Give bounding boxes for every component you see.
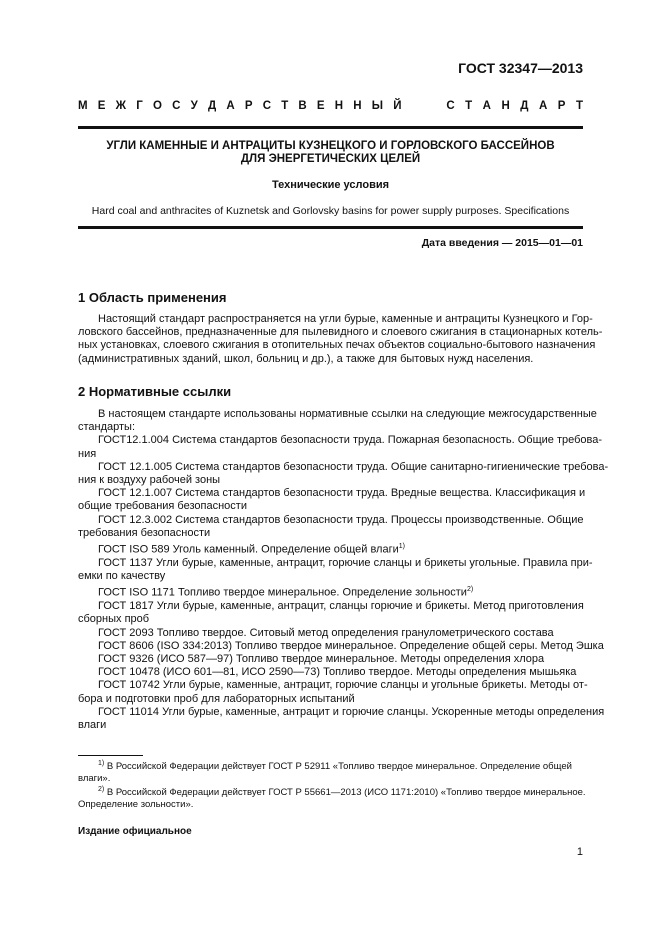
reference-line-1: ГОСТ 9326 (ИСО 587—97) Топливо твердое минеральное. Методы определения хлора (98, 652, 545, 665)
reference-item (78, 639, 604, 653)
section-2-text (78, 408, 609, 732)
page-number: 1 (576, 846, 583, 858)
interstate-word-letter: Д (207, 100, 217, 112)
interstate-word-letter: О (152, 100, 162, 112)
interstate-word-letter: Г (136, 100, 143, 112)
reference-line-2: требования безопасности (78, 526, 211, 539)
interstate-word-letter: Н (334, 100, 344, 112)
standard-word (446, 100, 583, 112)
interstate-word (78, 100, 401, 112)
standard-word-letter: Н (501, 100, 510, 112)
reference-item (78, 600, 583, 613)
reference-line-1: ГОСТ12.1.004 Система стандартов безопасности труда. Пожарная безопасность. Общие требова- (98, 434, 603, 447)
reference-line-2: ния к воздуху рабочей зоны (78, 474, 221, 487)
reference-line-1: ГОСТ 10742 Угли бурые, каменные, антрацит, горючие сланцы и угольные брикеты. Методы от- (98, 679, 588, 692)
title-rule (78, 226, 583, 229)
footnote-2 (78, 784, 586, 811)
reference-item (78, 434, 603, 447)
standard-word-letter: Т (575, 100, 583, 112)
reference-line-1: ГОСТ 12.3.002 Система стандартов безопасности труда. Процессы производственные. Общие (98, 513, 584, 526)
interstate-word-letter: А (226, 100, 235, 112)
interstate-word-letter: В (298, 100, 307, 112)
reference-item (78, 487, 586, 500)
standard-word-letter: А (538, 100, 548, 112)
footnote-2-line-1: В Российской Федерации действует ГОСТ Р 55661—2013 (ИСО 1171:2010) «Топливо твердое минеральное. (106, 787, 586, 799)
english-title: Hard coal and anthracites of Kuznetsk and Gorlovsky basins for power supply purposes. Specifications (91, 205, 570, 217)
standard-word-letter: С (446, 100, 455, 112)
interstate-word-letter: С (172, 100, 181, 112)
reference-line-1: ГОСТ 8606 (ISO 334:2013) Топливо твердое минеральное. Определение общей серы. Метод Эшка (98, 639, 604, 652)
reference-line-1: ГОСТ 11014 Угли бурые, каменные, антрацит и горючие сланцы. Ускоренные методы определения (98, 705, 605, 718)
reference-line-2: сборных проб (78, 613, 150, 626)
footnote-1-mark: 1) (98, 760, 105, 767)
document-code: ГОСТ 32347—2013 (458, 60, 583, 76)
interstate-word-letter: С (262, 100, 271, 112)
s1-line-3: ных установках, слоевого сжигания в отопительных печах объектов социально-бытового назначения (78, 339, 596, 352)
reference-line-1: ГОСТ 1817 Угли бурые, каменные, антрацит, сланцы горючие и брикеты. Метод приготовления (98, 600, 584, 613)
footnote-1-line-1: В Российской Федерации действует ГОСТ Р 52911 «Топливо твердое минеральное. Определение общей (106, 761, 572, 773)
section-1-heading: 1 Область применения (78, 290, 227, 305)
reference-item (78, 679, 588, 692)
title-line-1: УГЛИ КАМЕННЫЕ И АНТРАЦИТЫ КУЗНЕЦКОГО И ГОРЛОВСКОГО БАССЕЙНОВ (106, 140, 555, 152)
reference-line-1: ГОСТ ISO 1171 Топливо твердое минеральное. Определение зольности (98, 586, 467, 599)
top-rule (78, 126, 583, 129)
reference-item (78, 666, 583, 679)
standard-word-letter: А (482, 100, 491, 112)
reference-item (78, 556, 593, 570)
official-edition-label: Издание официальное (78, 826, 192, 837)
document-subtitle: Технические условия (271, 179, 390, 191)
footnote-1-line-2: влаги». (78, 773, 111, 785)
reference-line-1: ГОСТ 12.1.007 Система стандартов безопасности труда. Вредные вещества. Классификация и (98, 487, 586, 500)
reference-line-2: ния (78, 447, 97, 460)
footnote-2-mark: 2) (98, 786, 105, 793)
interstate-word-letter: М (78, 100, 88, 112)
footnote-reference-mark: 1) (398, 543, 405, 551)
footnote-rule (78, 755, 143, 756)
reference-item (78, 460, 609, 474)
section-2-heading: 2 Нормативные ссылки (78, 384, 232, 399)
reference-line-2: общие требования безопасности (78, 500, 247, 513)
reference-item (78, 583, 583, 600)
interstate-word-letter: Н (353, 100, 362, 112)
reference-line-1: ГОСТ ISO 589 Уголь каменный. Определение общей влаги (98, 543, 399, 556)
standard-word-letter: Т (465, 100, 473, 112)
reference-item (78, 705, 605, 719)
standard-word-letter: Д (520, 100, 529, 112)
footnote-reference-mark: 2) (466, 586, 474, 594)
interstate-word-letter: Р (244, 100, 253, 112)
interstate-word-letter: Т (281, 100, 289, 112)
reference-item (78, 514, 583, 527)
document-title (78, 140, 583, 166)
interstate-word-letter: Ж (115, 100, 127, 112)
reference-item (78, 627, 583, 640)
interstate-standard-banner (78, 100, 583, 112)
s2-intro-line-2: стандарты: (78, 421, 136, 434)
interstate-word-letter: У (190, 100, 198, 112)
s2-intro-line-1: В настоящем стандарте использованы нормативные ссылки на следующие межгосударственные (98, 408, 597, 420)
reference-line-1: ГОСТ 1137 Угли бурые, каменные, антрацит, горючие сланцы и брикеты угольные. Правила при- (98, 556, 593, 569)
s1-line-1: Настоящий стандарт распространяется на угли бурые, каменные и антрациты Кузнецкого и Гор- (98, 313, 593, 325)
footnote-2-line-2: Определение зольности». (78, 799, 194, 811)
s1-line-2: ловского бассейнов, предназначенные для пылевидного и слоевого сжигания в стационарных котель- (78, 326, 603, 339)
introduction-date: Дата введения — 2015—01—01 (421, 237, 583, 249)
reference-line-2: влаги (78, 718, 107, 731)
section-1-text (78, 313, 603, 366)
interstate-word-letter: Е (316, 100, 325, 112)
reference-line-2: емки по качеству (78, 570, 166, 583)
reference-line-1: ГОСТ 12.1.005 Система стандартов безопасности труда. Общие санитарно-гигиенические требова- (98, 460, 609, 473)
reference-line-1: ГОСТ 10478 (ИСО 601—81, ИСО 2590—73) Топливо твердое. Методы определения мышьяка (98, 666, 577, 679)
interstate-word-letter: Е (97, 100, 106, 112)
interstate-word-letter: Ы (371, 100, 384, 112)
interstate-word-letter: Й (393, 100, 402, 112)
footnote-1 (78, 758, 583, 785)
standard-word-letter: Р (557, 100, 566, 112)
s1-line-4: (административных зданий, школ, больниц и др.), а также для бытовых нужд населения. (78, 352, 534, 365)
reference-line-2: бора и подготовки проб для лабораторных испытаний (78, 692, 355, 705)
reference-item (78, 653, 583, 666)
reference-item (78, 540, 583, 557)
title-line-2: ДЛЯ ЭНЕРГЕТИЧЕСКИХ ЦЕЛЕЙ (240, 153, 421, 165)
reference-line-1: ГОСТ 2093 Топливо твердое. Ситовый метод определения гранулометрического состава (98, 626, 554, 639)
